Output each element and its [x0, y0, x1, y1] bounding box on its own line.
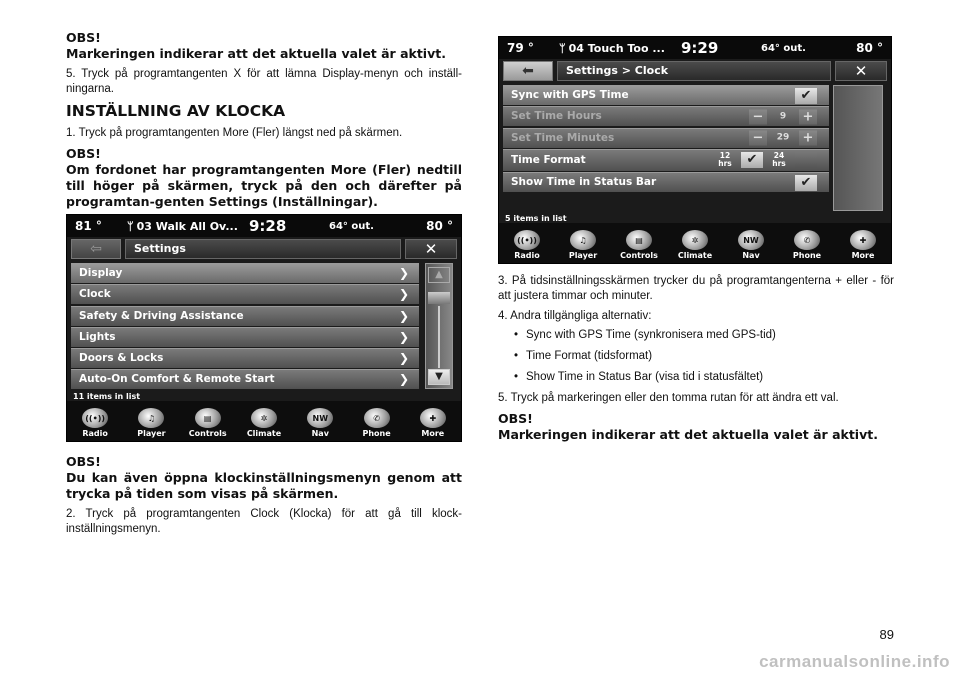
- radio-icon: ((•)): [514, 230, 540, 250]
- checkmark-icon: ✔: [795, 175, 817, 191]
- settings-list: [71, 263, 419, 391]
- usb-icon: ᛘ: [127, 219, 134, 233]
- scroll-track: [438, 306, 440, 368]
- watermark: carmanualsonline.info: [759, 652, 950, 671]
- list-item-label: Display: [79, 267, 123, 279]
- list-item-label: Auto-On Comfort & Remote Start: [79, 373, 275, 386]
- song-title: 03 Walk All Ov...: [136, 219, 238, 233]
- chevron-right-icon: ❯: [398, 266, 409, 280]
- passenger-temp: 80 °: [856, 41, 883, 55]
- chevron-right-icon: ❯: [398, 329, 409, 344]
- usb-icon: ᛘ: [559, 41, 566, 55]
- obs-note: Markeringen indikerar att det aktuella valet är aktivt.: [498, 427, 878, 442]
- format-12-unit: hrs: [718, 159, 732, 169]
- dock-more: [406, 408, 460, 438]
- dock-phone: [350, 408, 404, 438]
- dock-label: Radio: [82, 429, 108, 438]
- scroll-thumb: [428, 292, 450, 304]
- bottom-dock: [499, 223, 891, 263]
- dock-radio: [68, 408, 122, 438]
- step-1-text: 1. Tryck på programtangenten More (Fler) längst ned på skärmen.: [66, 127, 403, 139]
- hours-value: 9: [779, 111, 787, 122]
- dock-climate: [668, 230, 722, 260]
- list-item-safety: [71, 306, 419, 326]
- row-controls: [795, 88, 817, 104]
- plus-icon: +: [799, 131, 817, 146]
- format-12h-label: [713, 152, 737, 168]
- list-item-lights: [71, 327, 419, 347]
- screen-title: Settings: [125, 239, 401, 259]
- list-item-label: Safety & Driving Assistance: [79, 309, 244, 322]
- dock-label: Player: [568, 251, 598, 260]
- minutes-value: 29: [776, 132, 790, 143]
- player-icon: ♫: [138, 408, 164, 428]
- chevron-right-icon: ❯: [398, 372, 409, 387]
- chevron-right-icon: ❯: [398, 308, 409, 323]
- row-status-bar-time: [503, 172, 829, 192]
- title-bar: [503, 61, 887, 81]
- empty-checkbox-icon: [795, 152, 817, 168]
- obs-label: OBS!: [66, 454, 101, 469]
- dock-phone: [780, 230, 834, 260]
- row-controls: [795, 175, 817, 191]
- step-3-text: 3. På tidsinställningsskärmen trycker du på programtangenterna + eller - för att justera timmar och minuter.: [498, 275, 894, 302]
- page-number: 89: [879, 627, 894, 642]
- dock-label: Radio: [514, 251, 540, 260]
- clock-settings-list: [503, 85, 829, 193]
- scroll-down-icon: ▼: [428, 369, 450, 385]
- dock-label: Controls: [188, 429, 227, 438]
- clock-display: 9:29: [681, 39, 719, 57]
- row-label: Sync with GPS Time: [511, 89, 629, 101]
- format-24-number: 24: [773, 151, 785, 161]
- scrollbar: [425, 263, 453, 389]
- dock-label: More: [851, 251, 875, 260]
- step-2-text: 2. Tryck på programtangenten Clock (Klocka) för att gå till klock-inställningsmenyn.: [66, 508, 462, 535]
- outside-temp: 64° out.: [329, 220, 374, 232]
- player-icon: ♫: [570, 230, 596, 250]
- nav-compass-icon: NW: [738, 230, 764, 250]
- list-item: • Sync with GPS Time (synkronisera med GPS-tid): [514, 328, 894, 343]
- list-item-auto-on: [71, 369, 419, 389]
- step-5-text: 5. Tryck på programtangenten X för att lämna Display-menyn och inställ-ningarna.: [66, 68, 462, 95]
- dock-label: Nav: [742, 251, 760, 260]
- scroll-panel: [833, 85, 883, 211]
- checkmark-icon: ✔: [741, 152, 763, 168]
- row-controls: [749, 129, 817, 148]
- obs-label: OBS!: [66, 30, 101, 45]
- passenger-temp: 80 °: [426, 219, 453, 233]
- chevron-right-icon: ❯: [398, 351, 409, 366]
- now-playing: [559, 42, 665, 55]
- back-button: [503, 61, 553, 81]
- song-title: 04 Touch Too ...: [568, 41, 665, 55]
- climate-icon: ✲: [682, 230, 708, 250]
- row-label: Show Time in Status Bar: [511, 176, 657, 189]
- step-4-text: 4. Andra tillgängliga alternativ:: [498, 310, 652, 322]
- obs-label: OBS!: [66, 146, 101, 161]
- dock-nav: [293, 408, 347, 438]
- checkmark-icon: ✔: [795, 88, 817, 104]
- status-bar: [499, 37, 891, 59]
- dock-nav: [724, 230, 778, 260]
- dock-radio: [500, 230, 554, 260]
- radio-icon: ((•)): [82, 408, 108, 428]
- row-label: Set Time Hours: [511, 110, 602, 123]
- outside-temp: 64° out.: [761, 42, 806, 54]
- row-set-minutes: [503, 128, 829, 148]
- close-button: [835, 61, 887, 81]
- obs-label: OBS!: [498, 411, 533, 426]
- driver-temp: 79 °: [507, 41, 534, 55]
- controls-icon: ▤: [626, 230, 652, 250]
- clock-settings-figure: [498, 36, 892, 264]
- dock-label: Climate: [246, 429, 282, 438]
- right-column: [498, 36, 894, 443]
- obs-note: Om fordonet har programtangenten More (Fler) nedtill till höger på skärmen, tryck på den och därefter på programtan-genten Settings (Inställningar).: [66, 162, 462, 209]
- plus-icon: ✚: [850, 230, 876, 250]
- row-sync-gps: [503, 85, 829, 105]
- chevron-right-icon: ❯: [398, 287, 409, 302]
- dock-label: Nav: [311, 429, 329, 438]
- section-heading: INSTÄLLNING AV KLOCKA: [66, 102, 286, 120]
- phone-icon: ✆: [364, 408, 390, 428]
- dock-label: More: [421, 429, 445, 438]
- list-item-display: [71, 263, 419, 283]
- row-label: Set Time Minutes: [511, 131, 615, 144]
- controls-icon: ▤: [195, 408, 221, 428]
- bottom-dock: [67, 401, 461, 441]
- scroll-up-icon: ▲: [428, 267, 450, 283]
- dock-label: Climate: [677, 251, 713, 260]
- format-12-number: 12: [719, 151, 731, 161]
- row-controls: [749, 107, 817, 126]
- back-button: [71, 239, 121, 259]
- dock-label: Phone: [362, 429, 391, 438]
- left-column: [66, 30, 462, 537]
- plus-icon: +: [799, 109, 817, 124]
- row-set-hours: [503, 106, 829, 126]
- clock-display: 9:28: [249, 217, 287, 235]
- dock-climate: [237, 408, 291, 438]
- dock-label: Controls: [620, 251, 658, 260]
- dock-label: Player: [137, 429, 166, 438]
- list-item-label: Doors & Locks: [79, 352, 164, 365]
- minus-icon: −: [749, 131, 767, 146]
- step-5-text: 5. Tryck på markeringen eller den tomma rutan för att ändra ett val.: [498, 392, 839, 404]
- nav-compass-icon: NW: [307, 408, 333, 428]
- items-count: 11 items in list: [73, 392, 141, 401]
- phone-icon: ✆: [794, 230, 820, 250]
- list-item-label: Lights: [79, 330, 116, 343]
- screen-title: Settings > Clock: [557, 61, 831, 81]
- back-arrow-icon: ⇦: [90, 241, 102, 257]
- title-bar: [71, 239, 457, 259]
- dock-controls: [181, 408, 235, 438]
- minus-icon: −: [749, 109, 767, 124]
- driver-temp: 81 °: [75, 219, 102, 233]
- now-playing: [127, 220, 238, 233]
- dock-player: [124, 408, 178, 438]
- dock-controls: [612, 230, 666, 260]
- list-item-clock: [71, 284, 419, 304]
- obs-note: Markeringen indikerar att det aktuella valet är aktivt.: [66, 46, 446, 61]
- obs-note: Du kan även öppna klockinställningsmenyn genom att trycka på tiden som visas på skärmen.: [66, 470, 462, 501]
- list-item-label: Clock: [79, 288, 111, 301]
- plus-icon: ✚: [420, 408, 446, 428]
- settings-screen-figure: [66, 214, 462, 442]
- list-item-doors: [71, 348, 419, 368]
- dock-label: Phone: [792, 251, 822, 260]
- dock-player: [556, 230, 610, 260]
- climate-icon: ✲: [251, 408, 277, 428]
- close-icon: ✕: [424, 240, 438, 258]
- row-label: Time Format: [511, 153, 586, 166]
- dock-more: [836, 230, 890, 260]
- row-controls: [713, 152, 817, 168]
- back-arrow-icon: ⬅: [522, 63, 534, 79]
- format-24h-label: [767, 152, 791, 168]
- row-time-format: [503, 149, 829, 171]
- items-count: 5 items in list: [505, 214, 567, 223]
- list-item: • Show Time in Status Bar (visa tid i statusfältet): [514, 370, 894, 385]
- format-24-unit: hrs: [772, 159, 786, 169]
- close-button: [405, 239, 457, 259]
- close-icon: ✕: [854, 62, 868, 80]
- options-list: [498, 328, 894, 385]
- status-bar: [67, 215, 461, 237]
- list-item: • Time Format (tidsformat): [514, 349, 894, 364]
